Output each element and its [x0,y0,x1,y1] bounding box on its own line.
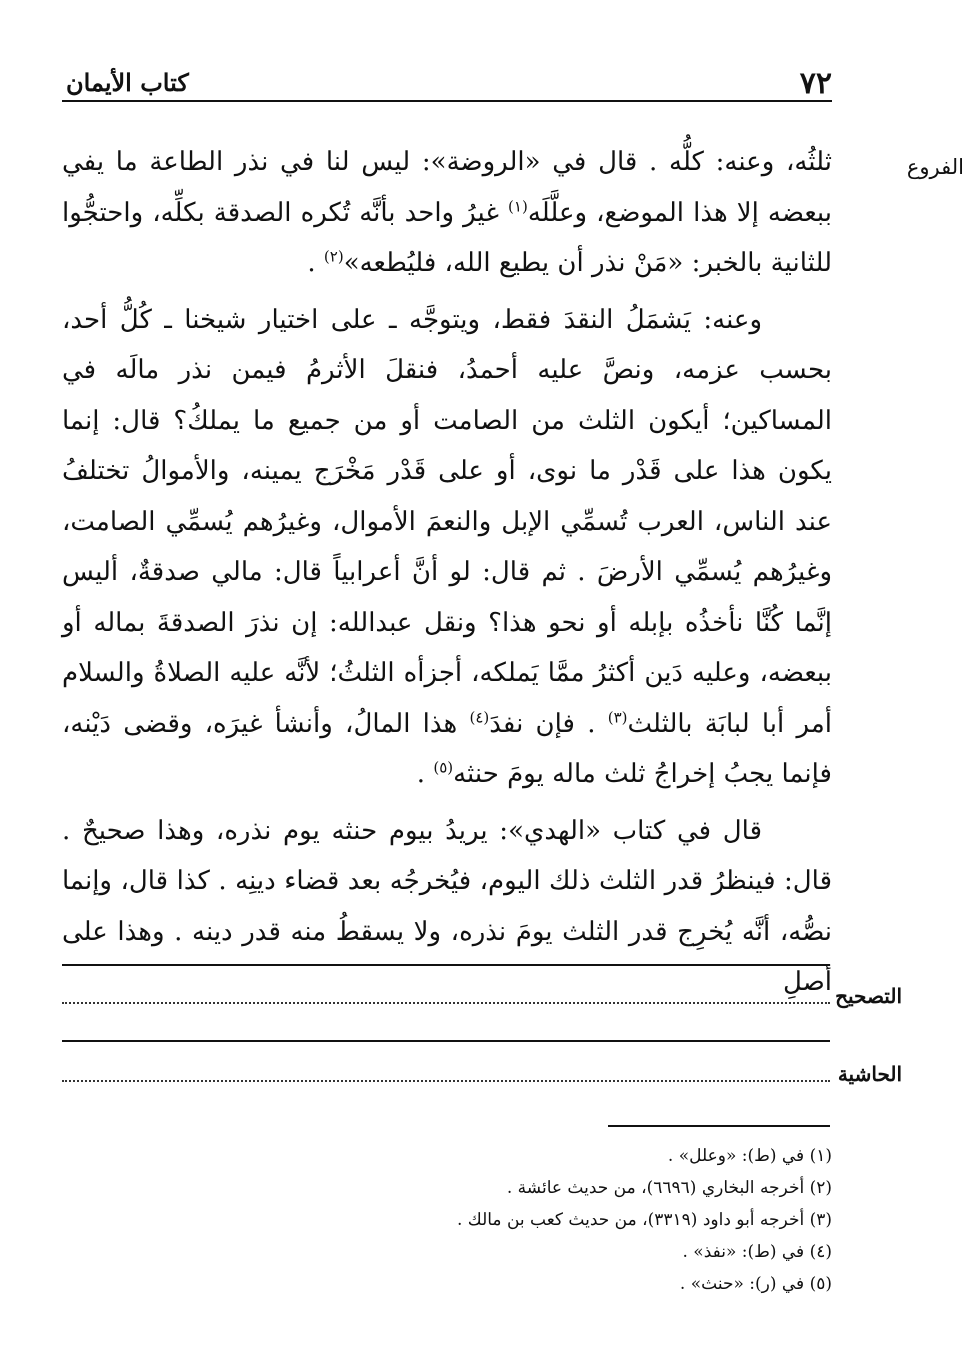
footnote-ref: (٣) [607,707,628,726]
footnote-5: (٥) في (ر): «حنث» . [679,1274,832,1294]
paragraph-1: ثلثُه، وعنه: كلُّه . قال في «الروضة»: ليس لنا في نذر الطاعة ما يفي ببعضه إلا هذا الموضع، وعلَّلَه$^{(١)}$ غيرُ واحد بأنَّه تُكره الصدقة بكلِّه، واحتجُّوا للثانية بالخبر: «مَنْ نذر أن يطيع الله، فليُطعه»$^{(٢)}$ . [62,147,832,278]
page-number: ٧٢ [799,66,832,101]
footnote-ref: (٤) [469,707,490,726]
divider [62,1040,830,1042]
gloss-label: الحاشية [837,1062,902,1086]
footnote-3: (٣) أخرجه أبو داود (٣٣١٩)، من حديث كعب بن مالك . [456,1210,832,1230]
footnote-ref: (٢) [323,247,344,266]
correction-label: التصحيح [835,984,902,1008]
gloss-field [62,1062,902,1092]
side-label: الفروع [906,155,964,179]
footnote-1: (١) في (ط): «وعلل» . [667,1146,832,1166]
divider [62,964,830,966]
page-header [62,62,832,102]
footnote-2: (٢) أخرجه البخاري (٦٦٩٦)، من حديث عائشة . [506,1178,832,1198]
footnote-4: (٤) في (ط): «نفذ» . [682,1242,832,1262]
running-title: كتاب الأيمان [66,68,189,97]
footnote-ref: (١) [508,196,528,215]
footnote-ref: (٥) [433,758,454,777]
footnote-divider [608,1125,830,1127]
dotted-line [62,1002,830,1004]
dotted-line [62,1080,830,1082]
main-text [62,137,832,1008]
correction-field [62,984,902,1014]
paragraph-3: قال في كتاب «الهدي»: يريدُ بيوم حنثه يوم نذره، وهذا صحيحٌ . قال: فينظرُ قدر الثلث ذلك اليوم، فيُخرجُه بعد قضاء دينِه . كذا قال، وإنما نصُّه، أنَّه يُخرِج قدر الثلث يومَ نذره، ولا يسقطُ منه قدر دينه . وهذا على أصلِ [62,815,833,997]
paragraph-2: وعنه: يَشمَلُ النقدَ فقط، ويتوجَّه ـ على اختيار شيخنا ـ كُلُّ أحد، بحسب عزمه، ونصَّ عليه أحمدُ، فنقلَ الأثرمُ فيمن نذر مالَه في المساكين؛ أيكون الثلث من الصامت أو من جميع ما يملكُ؟ قال: إنما يكون هذا على قَدْر ما نوى، أو على قَدْر مَخْرَج يمينه، والأموالُ تختلفُ عند الناس، العرب تُسمِّي الإبل والنعمَ الأموال، وغيرُهم يُسمِّي الصامت، وغيرُهم يُسمِّي الأرضَ . ثم قال: لو أنَّ أعرابياً قال: مالي صدقةٌ، أليس إنَّما كُنَّا نأخذُه بإبله أو نحو هذا؟ ونقل عبدالله: إن نذرَ الصدقةَ بماله أو ببعضه، وعليه دَين أكثرُ ممَّا يَملكه، أجزأه الثلثُ؛ لأنَّه عليه الصلاةُ والسلام أمر أبا لبابَة بالثلث$^{(٣)}$ . فإن نفدَ$^{(٤)}$ هذا المالُ، وأنشأ غيرَه، وقضى دَيْنه، فإنما يجبُ إخراجُ ثلث ماله يومَ حنثه$^{(٥)}$ . [62,304,832,789]
footnotes [62,1140,832,1300]
